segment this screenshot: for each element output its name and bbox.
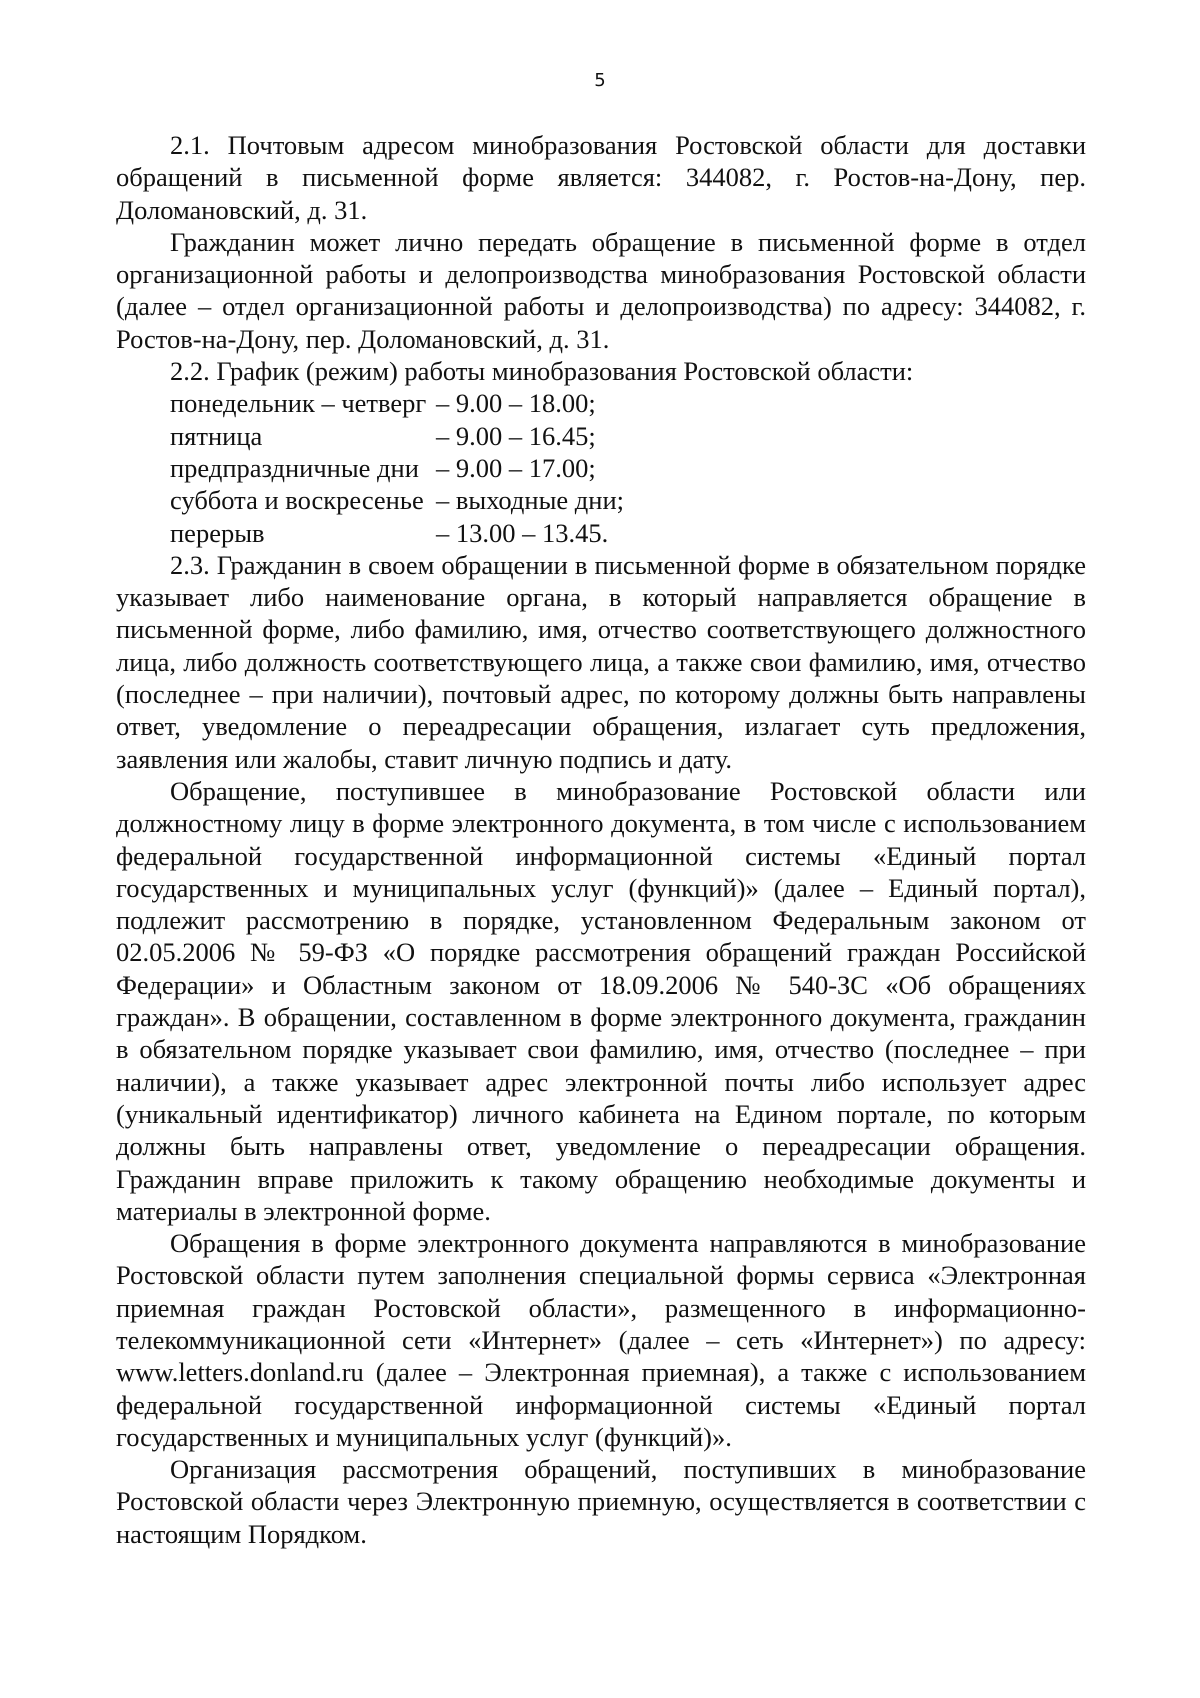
schedule-row bbox=[170, 452, 1086, 484]
paragraph-2-2: 2.2. График (режим) работы минобразования Ростовской области: bbox=[170, 356, 914, 387]
work-schedule bbox=[116, 387, 1086, 548]
page-number: 5 bbox=[594, 70, 606, 91]
paragraph-2-1: 2.1. Почтовым адресом минобразования Ростовской области для доставки обращений в письменной форме является: 344082, г. Ростов-на-Дону, пер. Доломановский, д. 31. bbox=[116, 130, 1086, 225]
schedule-hours: – 9.00 – 18.00; bbox=[436, 388, 596, 419]
schedule-row bbox=[170, 517, 1086, 549]
paragraph-organization: Организация рассмотрения обращений, поступивших в минобразование Ростовской области через Электронную приемную, осуществляется в соответствии с настоящим Порядком. bbox=[116, 1454, 1086, 1549]
schedule-day: пятница bbox=[170, 420, 263, 451]
schedule-row bbox=[170, 387, 1086, 419]
schedule-hours: – 13.00 – 13.45. bbox=[436, 517, 609, 548]
schedule-day: суббота и воскресенье bbox=[170, 485, 424, 516]
paragraph-in-person-delivery: Гражданин может лично передать обращение в письменной форме в отдел организационной работы и делопроизводства минобразования Ростовской области (далее – отдел организационной работы и делопроизводства) по адресу: 344082, г. Ростов-на-Дону, пер. Доломановский, д. 31. bbox=[116, 226, 1086, 354]
schedule-hours: – выходные дни; bbox=[436, 485, 624, 516]
schedule-row bbox=[170, 420, 1086, 452]
document-body bbox=[116, 129, 1086, 1550]
schedule-day: предпраздничные дни bbox=[170, 452, 419, 483]
schedule-day: понедельник – четверг bbox=[170, 388, 427, 419]
schedule-hours: – 9.00 – 17.00; bbox=[436, 452, 596, 483]
paragraph-electronic-appeal: Обращение, поступившее в минобразование Ростовской области или должностному лицу в форме электронного документа, в том числе с использованием федеральной государственной информационной системы «Единый портал государственных и муниципальных услуг (функций)» (далее – Единый портал), подлежит рассмотрению в порядке, установленном Федеральным законом от 02.05.2006 № 59-ФЗ «О порядке рассмотрения обращений граждан Российской Федерации» и Областным законом от 18.09.2006 № 540-ЗС «Об обращениях граждан». В обращении, составленном в форме электронного документа, гражданин в обязательном порядке указывает свои фамилию, имя, отчество (последнее – при наличии), а также указывает адрес электронной почты либо использует адрес (уникальный идентификатор) личного кабинета на Едином портале, по которым должны быть направлены ответ, уведомление о переадресации обращения. Гражданин вправе приложить к такому обращению необходимые документы и материалы в электронной форме. bbox=[116, 775, 1086, 1226]
paragraph-2-3: 2.3. Гражданин в своем обращении в письменной форме в обязательном порядке указывает либо наименование органа, в который направляется обращение в письменной форме, либо фамилию, имя, отчество соответствующего должностного лица, либо должность соответствующего лица, а также свои фамилию, имя, отчество (последнее – при наличии), почтовый адрес, по которому должны быть направлены ответ, уведомление о переадресации обращения, излагает суть предложения, заявления или жалобы, ставит личную подпись и дату. bbox=[116, 549, 1086, 774]
schedule-hours: – 9.00 – 16.45; bbox=[436, 420, 596, 451]
paragraph-electronic-reception: Обращения в форме электронного документа направляются в минобразование Ростовской области путем заполнения специальной формы сервиса «Электронная приемная граждан Ростовской области», размещенного в информационно-телекоммуникационной сети «Интернет» (далее – сеть «Интернет») по адресу: www.letters.donland.ru (далее – Электронная приемная), а также с использованием федеральной государственной информационной системы «Единый портал государственных и муниципальных услуг (функций)». bbox=[116, 1228, 1086, 1452]
schedule-row bbox=[170, 484, 1086, 516]
schedule-day: перерыв bbox=[170, 517, 265, 548]
